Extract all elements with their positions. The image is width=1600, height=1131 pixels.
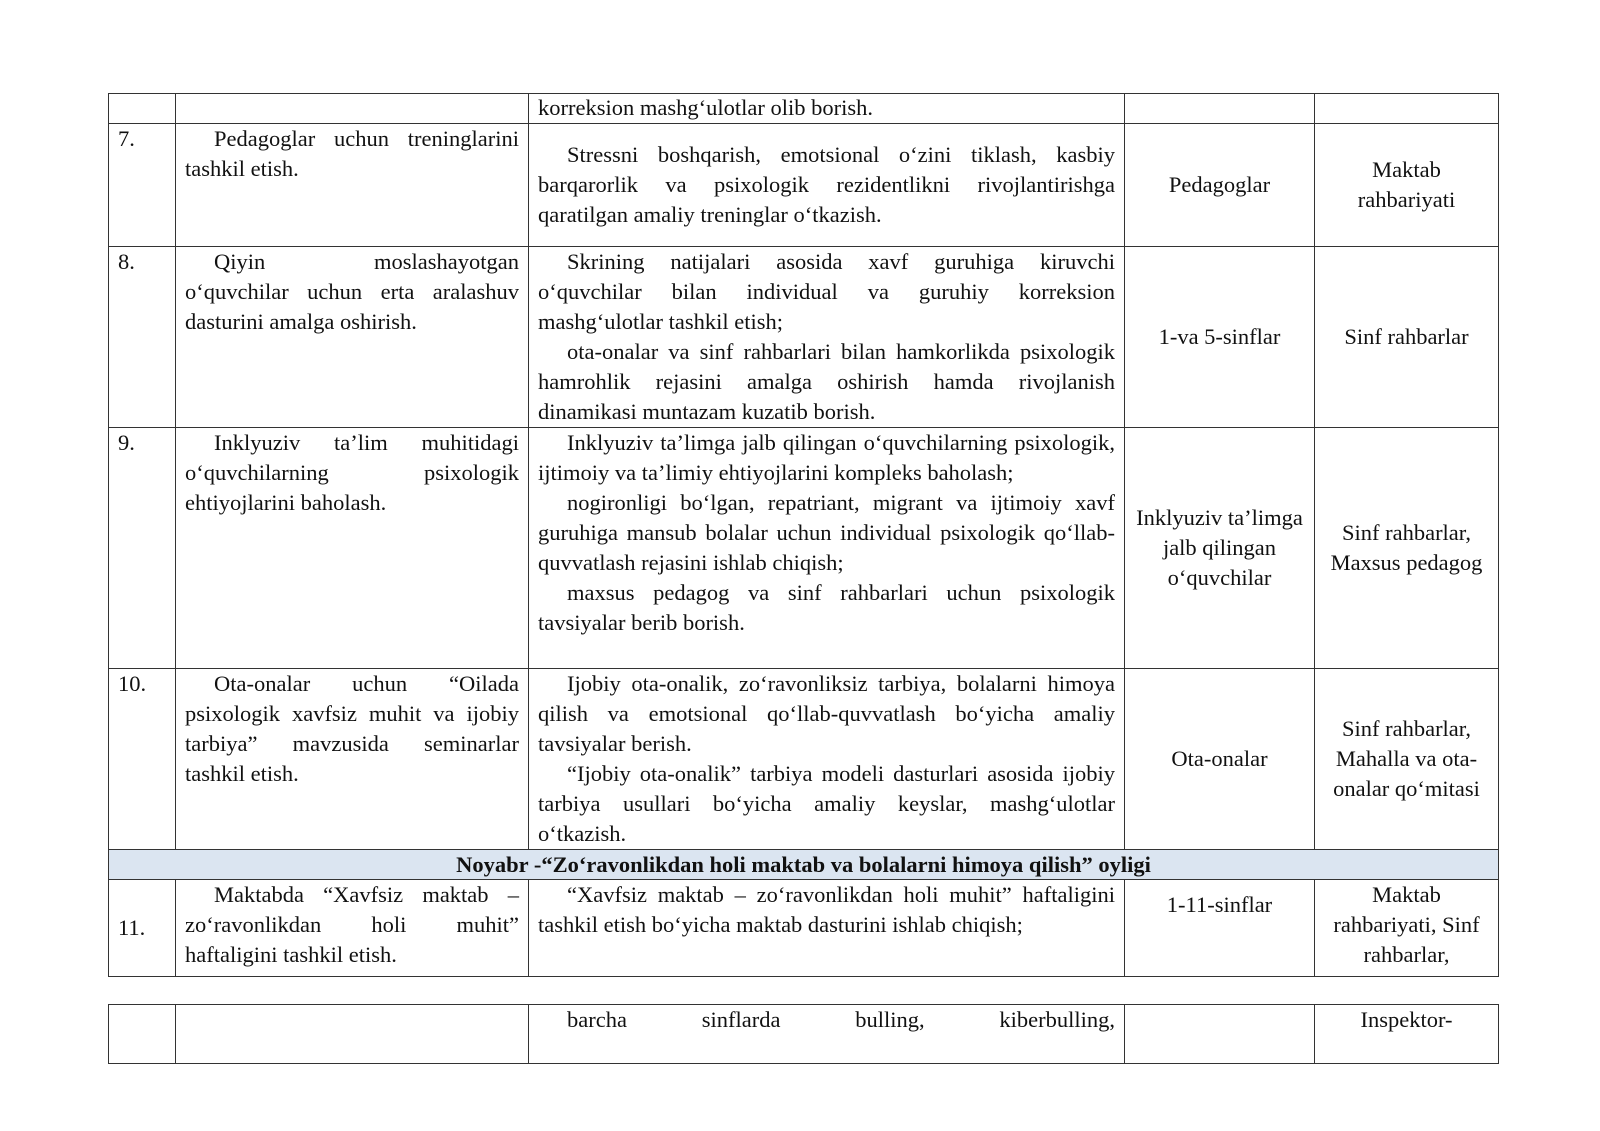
section-header-row [109, 850, 1499, 880]
content-paragraph: Stressni boshqarish, emotsional o‘zini tiklash, kasbiy barqarorlik va psixologik rezidentlikni rivojlantirishga qaratilgan amaliy treninglar o‘tkazish. [538, 142, 1115, 227]
table-row [109, 669, 1499, 850]
activity-cell [176, 1005, 529, 1064]
content-paragraph: Inklyuziv ta’limga jalb qilingan o‘quvchilarning psixologik, ijtimoiy va ta’limiy ehtiyojlarini kompleks baholash; [538, 430, 1115, 485]
content-paragraph: maxsus pedagog va sinf rahbarlari uchun psixologik tavsiyalar berib borish. [538, 580, 1115, 635]
participants-cell: 1-11-sinflar [1125, 880, 1315, 977]
section-header: Noyabr -“Zo‘ravonlikdan holi maktab va bolalarni himoya qilish” oyligi [109, 850, 1499, 880]
activity-cell [176, 428, 529, 669]
activity-text: Qiyin moslashayotgan o‘quvchilar uchun erta aralashuv dasturini amalga oshirish. [185, 249, 519, 334]
activity-text: Maktabda “Xavfsiz maktab – zo‘ravonlikdan holi muhit” haftaligini tashkil etish. [185, 882, 519, 967]
participants-cell [1125, 94, 1315, 124]
plan-table [108, 93, 1499, 977]
responsible-cell: Sinf rahbarlar, Mahalla va ota-onalar qo‘mitasi [1315, 669, 1499, 850]
num-cell: 10. [109, 669, 176, 850]
responsible-cell: Maktab rahbariyati [1315, 124, 1499, 247]
content-paragraph: “Ijobiy ota-onalik” tarbiya modeli dasturlari asosida ijobiy tarbiya usullari bo‘yicha amaliy keyslar, mashg‘ulotlar o‘tkazish. [538, 761, 1115, 846]
activity-text: Pedagoglar uchun treninglarini tashkil etish. [185, 126, 519, 181]
continuation-table [108, 1004, 1499, 1064]
activity-text: Ota-onalar uchun “Oilada psixologik xavfsiz muhit va ijobiy tarbiya” mavzusida seminarlar tashkil etish. [185, 671, 519, 786]
num-cell: 7. [109, 124, 176, 247]
content-cell [529, 880, 1125, 977]
content-paragraph: nogironligi bo‘lgan, repatriant, migrant va ijtimoiy xavf guruhiga mansub bolalar uchun individual psixologik qo‘llab-quvvatlash rejasini ishlab chiqish; [538, 490, 1115, 575]
table-row [109, 247, 1499, 428]
participants-cell: Pedagoglar [1125, 124, 1315, 247]
content-cell [529, 1005, 1125, 1064]
responsible-cell: Inspektor- [1315, 1005, 1499, 1064]
table-row [109, 94, 1499, 124]
table-row [109, 1005, 1499, 1064]
table-row [109, 880, 1499, 977]
content-cell [529, 669, 1125, 850]
responsible-cell: Sinf rahbarlar [1315, 247, 1499, 428]
responsible-cell: Maktab rahbariyati, Sinf rahbarlar, [1315, 880, 1499, 977]
num-cell [109, 1005, 176, 1064]
participants-cell [1125, 1005, 1315, 1064]
activity-cell [176, 880, 529, 977]
content-cell [529, 124, 1125, 247]
content-paragraph: ota-onalar va sinf rahbarlari bilan hamkorlikda psixologik hamrohlik rejasini amalga oshirish hamda rivojlanish dinamikasi muntazam kuzatib borish. [538, 339, 1115, 424]
content-cell [529, 428, 1125, 669]
activity-text: Inklyuziv ta’lim muhitidagi o‘quvchilarning psixologik ehtiyojlarini baholash. [185, 430, 519, 515]
content-cell [529, 247, 1125, 428]
content-cell [529, 94, 1125, 124]
content-text: korreksion mashg‘ulotlar olib borish. [538, 95, 873, 120]
table-row [109, 124, 1499, 247]
num-cell: 9. [109, 428, 176, 669]
participants-cell: Inklyuziv ta’limga jalb qilingan o‘quvchilar [1125, 428, 1315, 669]
activity-cell [176, 247, 529, 428]
table-row [109, 428, 1499, 669]
activity-cell [176, 669, 529, 850]
activity-cell [176, 124, 529, 247]
num-cell: 8. [109, 247, 176, 428]
content-paragraph: barcha sinflarda bulling, kiberbulling, [567, 1007, 1115, 1032]
responsible-cell: Sinf rahbarlar, Maxsus pedagog [1315, 428, 1499, 669]
responsible-cell [1315, 94, 1499, 124]
content-paragraph: “Xavfsiz maktab – zo‘ravonlikdan holi muhit” haftaligini tashkil etish bo‘yicha maktab dasturini ishlab chiqish; [538, 882, 1115, 937]
activity-cell [176, 94, 529, 124]
num-cell [109, 94, 176, 124]
content-paragraph: Skrining natijalari asosida xavf guruhiga kiruvchi o‘quvchilar bilan individual va guruhiy korreksion mashg‘ulotlar tashkil etish; [538, 249, 1115, 334]
content-paragraph: Ijobiy ota-onalik, zo‘ravonliksiz tarbiya, bolalarni himoya qilish va emotsional qo‘llab-quvvatlash bo‘yicha amaliy tavsiyalar berish. [538, 671, 1115, 756]
participants-cell: Ota-onalar [1125, 669, 1315, 850]
participants-cell: 1-va 5-sinflar [1125, 247, 1315, 428]
num-cell: 11. [109, 880, 176, 977]
